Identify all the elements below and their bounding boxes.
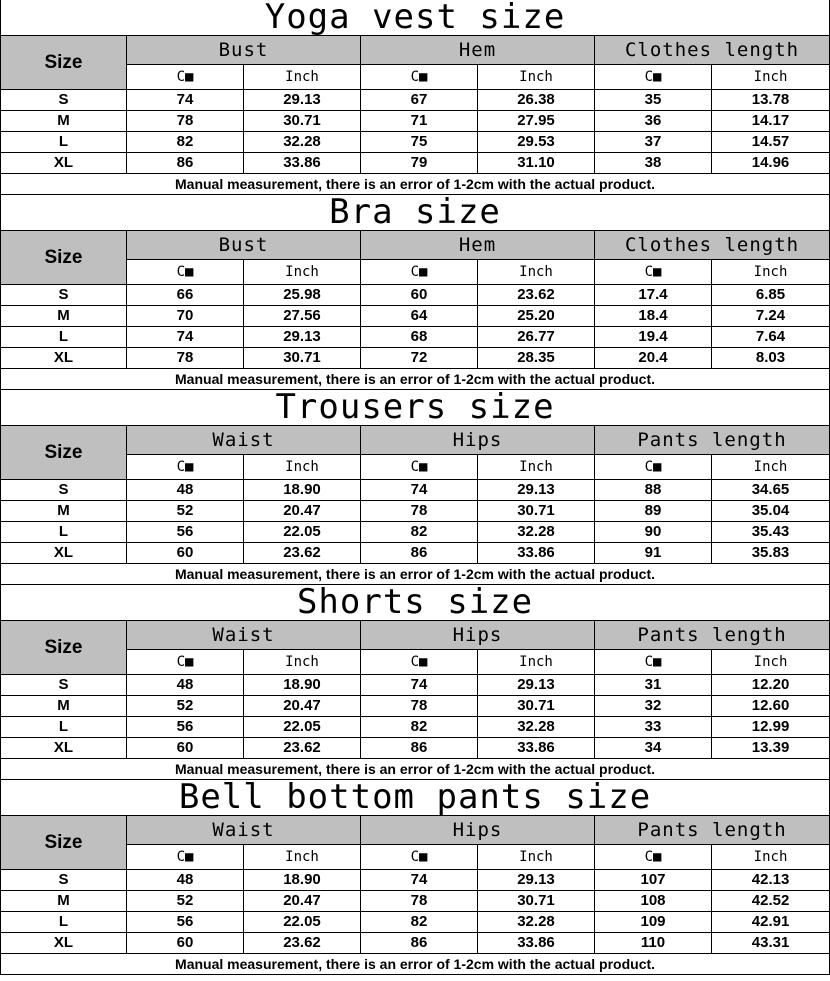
measurement-value: 91 bbox=[595, 543, 712, 564]
size-label: XL bbox=[1, 933, 127, 954]
measurement-value: 30.71 bbox=[478, 891, 595, 912]
unit-label: Inch bbox=[244, 260, 361, 285]
measurement-value: 82 bbox=[361, 912, 478, 933]
measurement-value: 107 bbox=[595, 870, 712, 891]
measurement-value: 31.10 bbox=[478, 153, 595, 174]
table-row bbox=[1, 870, 830, 891]
measurement-value: 70 bbox=[127, 306, 244, 327]
unit-label: Inch bbox=[478, 65, 595, 90]
measurement-value: 23.62 bbox=[478, 285, 595, 306]
section-title: Bell bottom pants size bbox=[1, 780, 830, 816]
measurement-value: 86 bbox=[127, 153, 244, 174]
measurement-value: 30.71 bbox=[244, 111, 361, 132]
measurement-value: 38 bbox=[595, 153, 712, 174]
measurement-value: 29.13 bbox=[478, 675, 595, 696]
unit-label: Inch bbox=[712, 455, 830, 480]
unit-label: Inch bbox=[244, 845, 361, 870]
measurement-value: 29.13 bbox=[244, 327, 361, 348]
unit-label: C■ bbox=[595, 845, 712, 870]
measurement-value: 52 bbox=[127, 501, 244, 522]
measurement-value: 56 bbox=[127, 522, 244, 543]
measurement-value: 86 bbox=[361, 543, 478, 564]
measurement-value: 27.95 bbox=[478, 111, 595, 132]
measurement-note: Manual measurement, there is an error of 1-2cm with the actual product. bbox=[1, 174, 830, 195]
size-label: XL bbox=[1, 348, 127, 369]
measurement-value: 74 bbox=[361, 480, 478, 501]
size-label: L bbox=[1, 132, 127, 153]
unit-label: Inch bbox=[478, 260, 595, 285]
measurement-value: 14.17 bbox=[712, 111, 830, 132]
measurement-value: 33.86 bbox=[478, 933, 595, 954]
measurement-value: 32 bbox=[595, 696, 712, 717]
size-label: S bbox=[1, 870, 127, 891]
measurement-value: 12.20 bbox=[712, 675, 830, 696]
size-section bbox=[0, 0, 830, 195]
measurement-value: 82 bbox=[127, 132, 244, 153]
unit-label: C■ bbox=[361, 455, 478, 480]
table-row bbox=[1, 738, 830, 759]
measurement-value: 31 bbox=[595, 675, 712, 696]
section-title: Bra size bbox=[1, 195, 830, 231]
measurement-value: 64 bbox=[361, 306, 478, 327]
measurement-value: 28.35 bbox=[478, 348, 595, 369]
measurement-value: 25.20 bbox=[478, 306, 595, 327]
measurement-value: 20.47 bbox=[244, 891, 361, 912]
measurement-value: 19.4 bbox=[595, 327, 712, 348]
measurement-value: 7.24 bbox=[712, 306, 830, 327]
size-column-header: Size bbox=[1, 621, 127, 675]
size-label: L bbox=[1, 912, 127, 933]
measurement-value: 33.86 bbox=[478, 543, 595, 564]
size-label: L bbox=[1, 717, 127, 738]
measurement-value: 27.56 bbox=[244, 306, 361, 327]
measurement-note: Manual measurement, there is an error of 1-2cm with the actual product. bbox=[1, 564, 830, 585]
measurement-value: 30.71 bbox=[478, 696, 595, 717]
measurement-value: 18.4 bbox=[595, 306, 712, 327]
measurement-group-header: Clothes length bbox=[595, 36, 830, 65]
size-label: XL bbox=[1, 543, 127, 564]
measurement-value: 82 bbox=[361, 717, 478, 738]
measurement-note: Manual measurement, there is an error of 1-2cm with the actual product. bbox=[1, 954, 830, 975]
measurement-value: 23.62 bbox=[244, 933, 361, 954]
measurement-value: 88 bbox=[595, 480, 712, 501]
table-row bbox=[1, 111, 830, 132]
measurement-group-header: Hem bbox=[361, 36, 595, 65]
measurement-value: 14.96 bbox=[712, 153, 830, 174]
section-title: Shorts size bbox=[1, 585, 830, 621]
measurement-value: 34.65 bbox=[712, 480, 830, 501]
measurement-value: 35.04 bbox=[712, 501, 830, 522]
size-column-header: Size bbox=[1, 426, 127, 480]
size-label: XL bbox=[1, 153, 127, 174]
measurement-value: 29.53 bbox=[478, 132, 595, 153]
measurement-group-header: Bust bbox=[127, 36, 361, 65]
measurement-value: 14.57 bbox=[712, 132, 830, 153]
measurement-value: 32.28 bbox=[244, 132, 361, 153]
measurement-value: 33.86 bbox=[244, 153, 361, 174]
measurement-group-header: Waist bbox=[127, 621, 361, 650]
size-label: L bbox=[1, 327, 127, 348]
table-row bbox=[1, 348, 830, 369]
unit-label: C■ bbox=[361, 650, 478, 675]
measurement-value: 74 bbox=[127, 90, 244, 111]
size-label: L bbox=[1, 522, 127, 543]
table-row bbox=[1, 717, 830, 738]
table-row bbox=[1, 891, 830, 912]
measurement-value: 68 bbox=[361, 327, 478, 348]
measurement-value: 32.28 bbox=[478, 912, 595, 933]
measurement-value: 26.77 bbox=[478, 327, 595, 348]
measurement-value: 90 bbox=[595, 522, 712, 543]
measurement-value: 110 bbox=[595, 933, 712, 954]
measurement-group-header: Pants length bbox=[595, 816, 830, 845]
size-label: M bbox=[1, 696, 127, 717]
unit-label: C■ bbox=[595, 455, 712, 480]
measurement-value: 60 bbox=[127, 543, 244, 564]
measurement-group-header: Hips bbox=[361, 621, 595, 650]
measurement-value: 79 bbox=[361, 153, 478, 174]
measurement-value: 78 bbox=[361, 501, 478, 522]
measurement-value: 52 bbox=[127, 696, 244, 717]
measurement-value: 108 bbox=[595, 891, 712, 912]
measurement-value: 60 bbox=[361, 285, 478, 306]
size-table bbox=[0, 195, 830, 390]
table-row bbox=[1, 327, 830, 348]
measurement-value: 48 bbox=[127, 870, 244, 891]
measurement-group-header: Hips bbox=[361, 426, 595, 455]
measurement-value: 18.90 bbox=[244, 480, 361, 501]
measurement-value: 18.90 bbox=[244, 870, 361, 891]
measurement-value: 36 bbox=[595, 111, 712, 132]
measurement-value: 26.38 bbox=[478, 90, 595, 111]
unit-label: Inch bbox=[712, 650, 830, 675]
measurement-value: 7.64 bbox=[712, 327, 830, 348]
unit-label: Inch bbox=[478, 845, 595, 870]
section-title: Trousers size bbox=[1, 390, 830, 426]
unit-label: Inch bbox=[244, 650, 361, 675]
size-column-header: Size bbox=[1, 816, 127, 870]
table-row bbox=[1, 696, 830, 717]
measurement-group-header: Clothes length bbox=[595, 231, 830, 260]
table-row bbox=[1, 543, 830, 564]
measurement-value: 42.52 bbox=[712, 891, 830, 912]
size-table bbox=[0, 585, 830, 780]
measurement-value: 75 bbox=[361, 132, 478, 153]
size-section bbox=[0, 585, 830, 780]
measurement-value: 30.71 bbox=[244, 348, 361, 369]
size-section bbox=[0, 390, 830, 585]
measurement-group-header: Hem bbox=[361, 231, 595, 260]
measurement-value: 13.78 bbox=[712, 90, 830, 111]
unit-label: Inch bbox=[478, 650, 595, 675]
measurement-value: 17.4 bbox=[595, 285, 712, 306]
size-label: M bbox=[1, 501, 127, 522]
measurement-value: 72 bbox=[361, 348, 478, 369]
measurement-value: 48 bbox=[127, 480, 244, 501]
measurement-value: 67 bbox=[361, 90, 478, 111]
measurement-value: 60 bbox=[127, 933, 244, 954]
table-row bbox=[1, 90, 830, 111]
size-label: S bbox=[1, 675, 127, 696]
measurement-value: 12.99 bbox=[712, 717, 830, 738]
size-label: S bbox=[1, 90, 127, 111]
measurement-value: 18.90 bbox=[244, 675, 361, 696]
measurement-value: 32.28 bbox=[478, 522, 595, 543]
measurement-value: 23.62 bbox=[244, 738, 361, 759]
measurement-value: 20.47 bbox=[244, 696, 361, 717]
table-row bbox=[1, 132, 830, 153]
measurement-value: 74 bbox=[127, 327, 244, 348]
section-title: Yoga vest size bbox=[1, 0, 830, 36]
measurement-value: 23.62 bbox=[244, 543, 361, 564]
size-section bbox=[0, 780, 830, 975]
measurement-value: 74 bbox=[361, 675, 478, 696]
size-label: XL bbox=[1, 738, 127, 759]
table-row bbox=[1, 285, 830, 306]
measurement-value: 35.83 bbox=[712, 543, 830, 564]
measurement-value: 33.86 bbox=[478, 738, 595, 759]
measurement-value: 25.98 bbox=[244, 285, 361, 306]
size-table bbox=[0, 0, 830, 195]
measurement-note: Manual measurement, there is an error of 1-2cm with the actual product. bbox=[1, 369, 830, 390]
measurement-value: 78 bbox=[127, 348, 244, 369]
measurement-value: 56 bbox=[127, 717, 244, 738]
unit-label: C■ bbox=[127, 455, 244, 480]
measurement-value: 22.05 bbox=[244, 912, 361, 933]
size-label: S bbox=[1, 285, 127, 306]
measurement-value: 33 bbox=[595, 717, 712, 738]
size-section bbox=[0, 195, 830, 390]
measurement-note: Manual measurement, there is an error of 1-2cm with the actual product. bbox=[1, 759, 830, 780]
unit-label: Inch bbox=[712, 260, 830, 285]
table-row bbox=[1, 912, 830, 933]
measurement-value: 60 bbox=[127, 738, 244, 759]
measurement-value: 30.71 bbox=[478, 501, 595, 522]
table-row bbox=[1, 480, 830, 501]
measurement-value: 12.60 bbox=[712, 696, 830, 717]
unit-label: C■ bbox=[595, 650, 712, 675]
unit-label: C■ bbox=[127, 650, 244, 675]
measurement-group-header: Waist bbox=[127, 816, 361, 845]
measurement-group-header: Hips bbox=[361, 816, 595, 845]
measurement-value: 78 bbox=[361, 891, 478, 912]
measurement-value: 43.31 bbox=[712, 933, 830, 954]
measurement-value: 22.05 bbox=[244, 522, 361, 543]
measurement-value: 37 bbox=[595, 132, 712, 153]
unit-label: Inch bbox=[244, 65, 361, 90]
size-label: M bbox=[1, 306, 127, 327]
measurement-value: 86 bbox=[361, 933, 478, 954]
measurement-value: 29.13 bbox=[478, 480, 595, 501]
size-label: M bbox=[1, 891, 127, 912]
unit-label: C■ bbox=[127, 260, 244, 285]
measurement-value: 20.47 bbox=[244, 501, 361, 522]
size-column-header: Size bbox=[1, 231, 127, 285]
measurement-value: 22.05 bbox=[244, 717, 361, 738]
measurement-value: 109 bbox=[595, 912, 712, 933]
measurement-value: 42.91 bbox=[712, 912, 830, 933]
measurement-value: 56 bbox=[127, 912, 244, 933]
table-row bbox=[1, 522, 830, 543]
size-label: M bbox=[1, 111, 127, 132]
unit-label: Inch bbox=[478, 455, 595, 480]
measurement-value: 34 bbox=[595, 738, 712, 759]
measurement-value: 20.4 bbox=[595, 348, 712, 369]
unit-label: C■ bbox=[595, 260, 712, 285]
unit-label: C■ bbox=[361, 845, 478, 870]
table-row bbox=[1, 306, 830, 327]
measurement-value: 71 bbox=[361, 111, 478, 132]
table-row bbox=[1, 153, 830, 174]
measurement-value: 48 bbox=[127, 675, 244, 696]
measurement-group-header: Pants length bbox=[595, 621, 830, 650]
measurement-value: 82 bbox=[361, 522, 478, 543]
measurement-value: 66 bbox=[127, 285, 244, 306]
unit-label: C■ bbox=[127, 845, 244, 870]
measurement-value: 29.13 bbox=[478, 870, 595, 891]
measurement-value: 52 bbox=[127, 891, 244, 912]
table-row bbox=[1, 501, 830, 522]
table-row bbox=[1, 933, 830, 954]
measurement-value: 6.85 bbox=[712, 285, 830, 306]
measurement-value: 78 bbox=[361, 696, 478, 717]
unit-label: C■ bbox=[361, 260, 478, 285]
unit-label: C■ bbox=[595, 65, 712, 90]
unit-label: Inch bbox=[244, 455, 361, 480]
measurement-group-header: Pants length bbox=[595, 426, 830, 455]
size-table bbox=[0, 780, 830, 975]
size-table bbox=[0, 390, 830, 585]
unit-label: Inch bbox=[712, 65, 830, 90]
measurement-group-header: Waist bbox=[127, 426, 361, 455]
measurement-value: 78 bbox=[127, 111, 244, 132]
measurement-group-header: Bust bbox=[127, 231, 361, 260]
measurement-value: 89 bbox=[595, 501, 712, 522]
unit-label: Inch bbox=[712, 845, 830, 870]
measurement-value: 35 bbox=[595, 90, 712, 111]
measurement-value: 13.39 bbox=[712, 738, 830, 759]
measurement-value: 35.43 bbox=[712, 522, 830, 543]
size-label: S bbox=[1, 480, 127, 501]
unit-label: C■ bbox=[361, 65, 478, 90]
measurement-value: 8.03 bbox=[712, 348, 830, 369]
measurement-value: 74 bbox=[361, 870, 478, 891]
measurement-value: 32.28 bbox=[478, 717, 595, 738]
size-column-header: Size bbox=[1, 36, 127, 90]
measurement-value: 42.13 bbox=[712, 870, 830, 891]
measurement-value: 29.13 bbox=[244, 90, 361, 111]
unit-label: C■ bbox=[127, 65, 244, 90]
table-row bbox=[1, 675, 830, 696]
measurement-value: 86 bbox=[361, 738, 478, 759]
